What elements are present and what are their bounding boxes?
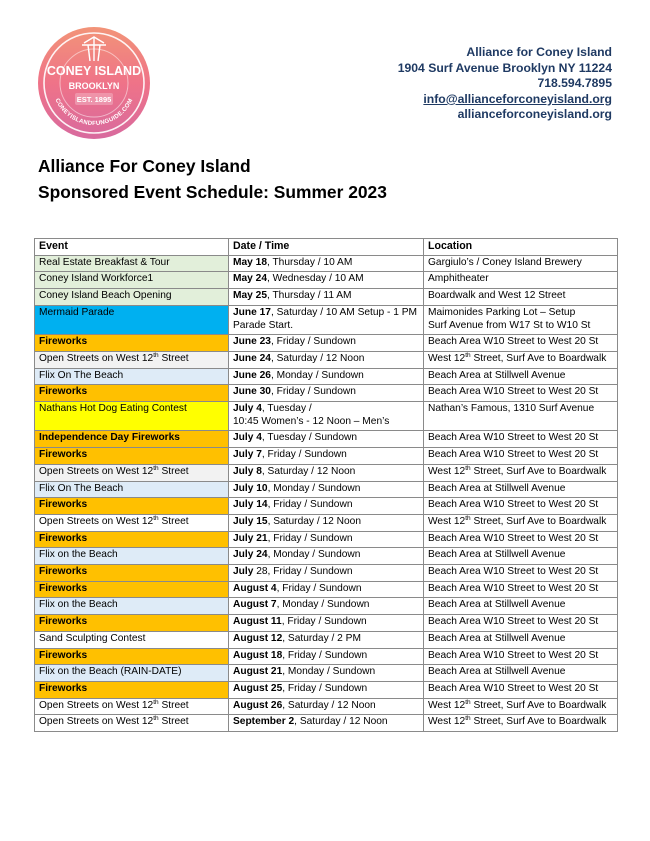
location-cell xyxy=(424,368,618,385)
location-cell xyxy=(424,481,618,498)
location-text-rest: Street, Surf Ave to Boardwalk xyxy=(470,699,607,711)
date-day: August 25 xyxy=(233,682,283,694)
date-day: August 12 xyxy=(233,632,283,644)
date-time: , Friday / Sundown xyxy=(282,682,368,694)
date-cell xyxy=(229,385,424,402)
date-day: July xyxy=(233,566,254,578)
parachute-tower-icon xyxy=(82,37,106,61)
location-text-rest: Street, Surf Ave to Boardwalk xyxy=(470,352,607,364)
date-cell xyxy=(229,631,424,648)
event-ordinal: th xyxy=(153,514,159,522)
table-row xyxy=(35,648,618,665)
date-time: , Monday / Sundown xyxy=(282,666,376,678)
event-cell xyxy=(35,289,229,306)
event-ordinal: th xyxy=(153,351,159,359)
event-cell xyxy=(35,631,229,648)
date-day: June 26 xyxy=(233,369,271,381)
date-day: June 23 xyxy=(233,336,271,348)
event-name: Open Streets on West 12 xyxy=(39,716,154,728)
event-name: Coney Island Beach Opening xyxy=(39,290,172,302)
event-cell xyxy=(35,385,229,402)
location-cell xyxy=(424,431,618,448)
location-cell xyxy=(424,648,618,665)
date-time: , Saturday / 10 AM Setup - 1 PM xyxy=(270,306,418,318)
location-cell xyxy=(424,335,618,352)
event-name: Fireworks xyxy=(39,336,88,348)
location-text: Beach Area W10 Street to West 20 St xyxy=(428,616,599,628)
location-ordinal: th xyxy=(465,698,471,706)
location-cell xyxy=(424,498,618,515)
date-day: June 30 xyxy=(233,386,271,398)
location-text: Beach Area W10 Street to West 20 St xyxy=(428,386,599,398)
event-name: Fireworks xyxy=(39,649,88,661)
location-text-rest: Street, Surf Ave to Boardwalk xyxy=(470,716,607,728)
event-cell xyxy=(35,648,229,665)
event-name: Fireworks xyxy=(39,386,88,398)
location-cell xyxy=(424,351,618,368)
date-time: , Saturday / 12 Noon xyxy=(294,716,388,728)
event-name: Independence Day Fireworks xyxy=(39,432,180,444)
event-name: Flix On The Beach xyxy=(39,369,124,381)
date-time: , Saturday / 12 Noon xyxy=(261,465,356,477)
event-name-rest: Street xyxy=(158,716,189,728)
date-time: , Friday / Sundown xyxy=(261,449,347,461)
table-row xyxy=(35,335,618,352)
event-name: Fireworks xyxy=(39,682,88,694)
header-date: Date / Time xyxy=(229,239,424,256)
table-row xyxy=(35,431,618,448)
event-cell xyxy=(35,431,229,448)
event-cell xyxy=(35,481,229,498)
date-day: August 21 xyxy=(233,666,283,678)
logo-graphic xyxy=(38,27,150,139)
location-cell xyxy=(424,665,618,682)
location-text: West 12 xyxy=(428,465,466,477)
location-text: Beach Area at Stillwell Avenue xyxy=(428,369,566,381)
date-cell xyxy=(229,481,424,498)
date-time: , Friday / Sundown xyxy=(276,582,362,594)
event-ordinal: th xyxy=(153,698,159,706)
table-row xyxy=(35,368,618,385)
date-time: , Friday / Sundown xyxy=(267,532,353,544)
event-name: Flix on the Beach (RAIN-DATE) xyxy=(39,666,182,678)
table-row xyxy=(35,464,618,481)
location-line2: Surf Avenue from W17 St to W10 St xyxy=(428,319,591,331)
event-cell xyxy=(35,255,229,272)
event-cell xyxy=(35,581,229,598)
date-time: , Saturday / 12 Noon xyxy=(267,515,362,527)
date-time: , Wednesday / 10 AM xyxy=(266,273,364,285)
location-text: Beach Area W10 Street to West 20 St xyxy=(428,432,599,444)
contact-address: 1904 Surf Avenue Brooklyn NY 11224 xyxy=(397,60,612,75)
location-text: Beach Area at Stillwell Avenue xyxy=(428,666,566,678)
event-name-rest: Street xyxy=(158,352,189,364)
date-cell xyxy=(229,665,424,682)
date-cell xyxy=(229,402,424,431)
date-day: July 4 xyxy=(233,432,262,444)
location-cell xyxy=(424,581,618,598)
event-name: Fireworks xyxy=(39,582,88,594)
date-time: , Friday / Sundown xyxy=(270,336,356,348)
location-text: West 12 xyxy=(428,515,466,527)
location-ordinal: th xyxy=(465,715,471,723)
event-cell xyxy=(35,598,229,615)
event-schedule-table xyxy=(34,238,618,732)
date-cell xyxy=(229,681,424,698)
table-row xyxy=(35,715,618,732)
location-cell xyxy=(424,565,618,582)
event-name: Flix on the Beach xyxy=(39,599,118,611)
date-time-line2: 10:45 Women’s - 12 Noon – Men’s xyxy=(233,415,390,427)
event-name-rest: Street xyxy=(158,515,189,527)
event-name-rest: Street xyxy=(158,699,189,711)
location-text: West 12 xyxy=(428,352,466,364)
date-day: July 15 xyxy=(233,515,268,527)
location-text: Beach Area W10 Street to West 20 St xyxy=(428,532,599,544)
location-cell xyxy=(424,305,618,334)
table-row xyxy=(35,631,618,648)
event-cell xyxy=(35,531,229,548)
date-cell xyxy=(229,698,424,715)
event-cell xyxy=(35,715,229,732)
location-text: West 12 xyxy=(428,699,466,711)
page-title xyxy=(38,153,387,205)
date-cell xyxy=(229,548,424,565)
date-time-line2: Parade Start. xyxy=(233,319,294,331)
table-row xyxy=(35,272,618,289)
location-cell xyxy=(424,615,618,632)
table-row xyxy=(35,565,618,582)
contact-org: Alliance for Coney Island xyxy=(466,45,612,59)
table-row xyxy=(35,385,618,402)
location-text-rest: Street, Surf Ave to Boardwalk xyxy=(470,465,607,477)
date-cell xyxy=(229,255,424,272)
location-cell xyxy=(424,598,618,615)
event-cell xyxy=(35,681,229,698)
date-day: May 25 xyxy=(233,290,267,302)
date-cell xyxy=(229,272,424,289)
date-day: May 18 xyxy=(233,256,267,268)
location-text: Maimonides Parking Lot – Setup xyxy=(428,306,576,318)
date-day: August 7 xyxy=(233,599,277,611)
event-cell xyxy=(35,368,229,385)
date-time: , Friday / Sundown xyxy=(281,616,367,628)
logo-name: CONEY ISLAND xyxy=(46,64,142,78)
location-text: Nathan’s Famous, 1310 Surf Avenue xyxy=(428,403,595,415)
date-cell xyxy=(229,598,424,615)
location-cell xyxy=(424,715,618,732)
event-cell xyxy=(35,514,229,531)
date-cell xyxy=(229,464,424,481)
date-time: , Monday / Sundown xyxy=(267,549,361,561)
event-name: Open Streets on West 12 xyxy=(39,352,154,364)
logo-est: EST. 1895 xyxy=(76,95,112,104)
date-time: , Saturday / 12 Noon xyxy=(270,352,365,364)
location-text: Amphitheater xyxy=(428,273,489,285)
date-time: 28, Friday / Sundown xyxy=(253,566,353,578)
event-name: Fireworks xyxy=(39,566,88,578)
table-row xyxy=(35,548,618,565)
date-cell xyxy=(229,448,424,465)
event-name: Coney Island Workforce1 xyxy=(39,273,154,285)
event-cell xyxy=(35,698,229,715)
table-row xyxy=(35,481,618,498)
event-name: Open Streets on West 12 xyxy=(39,515,154,527)
title-line-1: Alliance For Coney Island xyxy=(38,156,251,176)
location-cell xyxy=(424,385,618,402)
location-text: Beach Area W10 Street to West 20 St xyxy=(428,449,599,461)
table-row xyxy=(35,698,618,715)
table-row xyxy=(35,681,618,698)
location-cell xyxy=(424,631,618,648)
event-cell xyxy=(35,305,229,334)
event-name: Flix on the Beach xyxy=(39,549,118,561)
date-cell xyxy=(229,565,424,582)
event-name: Fireworks xyxy=(39,449,88,461)
date-cell xyxy=(229,351,424,368)
date-day: August 18 xyxy=(233,649,283,661)
table-row xyxy=(35,305,618,334)
location-ordinal: th xyxy=(465,464,471,472)
date-day: July 4 xyxy=(233,403,262,415)
date-cell xyxy=(229,581,424,598)
location-text: Beach Area W10 Street to West 20 St xyxy=(428,582,599,594)
table-row xyxy=(35,531,618,548)
location-text: Beach Area at Stillwell Avenue xyxy=(428,599,566,611)
date-time: , Thursday / 11 AM xyxy=(266,290,352,302)
table-row xyxy=(35,255,618,272)
location-text: Beach Area at Stillwell Avenue xyxy=(428,482,566,494)
location-text: Gargiulo’s / Coney Island Brewery xyxy=(428,256,582,268)
event-name: Real Estate Breakfast & Tour xyxy=(39,256,170,268)
location-cell xyxy=(424,681,618,698)
event-cell xyxy=(35,615,229,632)
date-day: August 4 xyxy=(233,582,277,594)
event-name: Open Streets on West 12 xyxy=(39,699,154,711)
location-text: Beach Area W10 Street to West 20 St xyxy=(428,499,599,511)
date-time: , Saturday / 2 PM xyxy=(282,632,361,644)
table-row xyxy=(35,402,618,431)
event-cell xyxy=(35,548,229,565)
event-name-rest: Street xyxy=(158,465,189,477)
date-cell xyxy=(229,431,424,448)
date-time: , Monday / Sundown xyxy=(270,369,364,381)
location-ordinal: th xyxy=(465,351,471,359)
location-cell xyxy=(424,255,618,272)
event-name: Flix On The Beach xyxy=(39,482,124,494)
event-cell xyxy=(35,665,229,682)
date-cell xyxy=(229,514,424,531)
date-day: June 24 xyxy=(233,352,271,364)
location-cell xyxy=(424,402,618,431)
location-cell xyxy=(424,464,618,481)
location-text: West 12 xyxy=(428,716,466,728)
event-cell xyxy=(35,402,229,431)
table-row xyxy=(35,615,618,632)
date-day: July 10 xyxy=(233,482,268,494)
date-day: July 8 xyxy=(233,465,262,477)
event-cell xyxy=(35,272,229,289)
event-cell xyxy=(35,335,229,352)
table-row xyxy=(35,665,618,682)
date-day: July 7 xyxy=(233,449,262,461)
location-text: Beach Area W10 Street to West 20 St xyxy=(428,649,599,661)
date-cell xyxy=(229,615,424,632)
date-day: July 24 xyxy=(233,549,268,561)
table-row xyxy=(35,448,618,465)
event-ordinal: th xyxy=(153,715,159,723)
event-name: Mermaid Parade xyxy=(39,306,115,318)
event-name: Fireworks xyxy=(39,499,88,511)
logo-ring-text: CONEYISLANDFUNGUIDE.COM xyxy=(53,97,135,128)
location-text: Beach Area at Stillwell Avenue xyxy=(428,549,566,561)
location-cell xyxy=(424,531,618,548)
title-line-2: Sponsored Event Schedule: Summer 2023 xyxy=(38,182,387,202)
table-header-row xyxy=(35,239,618,256)
date-cell xyxy=(229,498,424,515)
date-cell xyxy=(229,715,424,732)
date-day: August 11 xyxy=(233,616,282,628)
contact-email-link[interactable]: info@allianceforconeyisland.org xyxy=(423,91,612,106)
location-text: Boardwalk and West 12 Street xyxy=(428,290,566,302)
event-cell xyxy=(35,565,229,582)
date-cell xyxy=(229,305,424,334)
location-cell xyxy=(424,289,618,306)
event-name: Fireworks xyxy=(39,616,88,628)
location-cell xyxy=(424,698,618,715)
event-cell xyxy=(35,464,229,481)
location-cell xyxy=(424,514,618,531)
event-cell xyxy=(35,351,229,368)
location-ordinal: th xyxy=(465,514,471,522)
date-cell xyxy=(229,289,424,306)
header-event: Event xyxy=(35,239,229,256)
date-time: , Friday / Sundown xyxy=(267,499,353,511)
location-text: Beach Area at Stillwell Avenue xyxy=(428,632,566,644)
date-time: , Saturday / 12 Noon xyxy=(282,699,376,711)
table-row xyxy=(35,289,618,306)
date-cell xyxy=(229,531,424,548)
date-day: May 24 xyxy=(233,273,267,285)
logo-sub: BROOKLYN xyxy=(68,81,120,91)
table-row xyxy=(35,351,618,368)
location-text: Beach Area W10 Street to West 20 St xyxy=(428,566,599,578)
event-cell xyxy=(35,498,229,515)
location-text-rest: Street, Surf Ave to Boardwalk xyxy=(470,515,607,527)
coney-island-logo xyxy=(38,27,150,139)
table-row xyxy=(35,598,618,615)
table-row xyxy=(35,581,618,598)
date-day: September 2 xyxy=(233,716,295,728)
event-ordinal: th xyxy=(153,464,159,472)
header-location: Location xyxy=(424,239,618,256)
date-time: , Thursday / 10 AM xyxy=(266,256,353,268)
event-name: Fireworks xyxy=(39,532,88,544)
location-cell xyxy=(424,272,618,289)
location-text: Beach Area W10 Street to West 20 St xyxy=(428,682,599,694)
event-name: Open Streets on West 12 xyxy=(39,465,154,477)
table-row xyxy=(35,514,618,531)
event-name: Nathans Hot Dog Eating Contest xyxy=(39,403,187,415)
contact-website: allianceforconeyisland.org xyxy=(457,107,612,122)
location-cell xyxy=(424,448,618,465)
event-cell xyxy=(35,448,229,465)
contact-block xyxy=(398,45,612,123)
date-time: , Friday / Sundown xyxy=(282,649,368,661)
date-cell xyxy=(229,648,424,665)
date-time: , Tuesday / Sundown xyxy=(261,432,358,444)
contact-phone: 718.594.7895 xyxy=(537,76,612,91)
date-day: July 14 xyxy=(233,499,268,511)
date-day: June 17 xyxy=(233,306,271,318)
date-time: , Monday / Sundown xyxy=(267,482,361,494)
table-row xyxy=(35,498,618,515)
date-day: July 21 xyxy=(233,532,268,544)
date-time: , Friday / Sundown xyxy=(270,386,356,398)
date-time: , Tuesday / xyxy=(261,403,312,415)
date-time: , Monday / Sundown xyxy=(276,599,370,611)
event-name: Sand Sculpting Contest xyxy=(39,632,146,644)
location-cell xyxy=(424,548,618,565)
location-text: Beach Area W10 Street to West 20 St xyxy=(428,336,599,348)
date-day: August 26 xyxy=(233,699,283,711)
date-cell xyxy=(229,368,424,385)
date-cell xyxy=(229,335,424,352)
